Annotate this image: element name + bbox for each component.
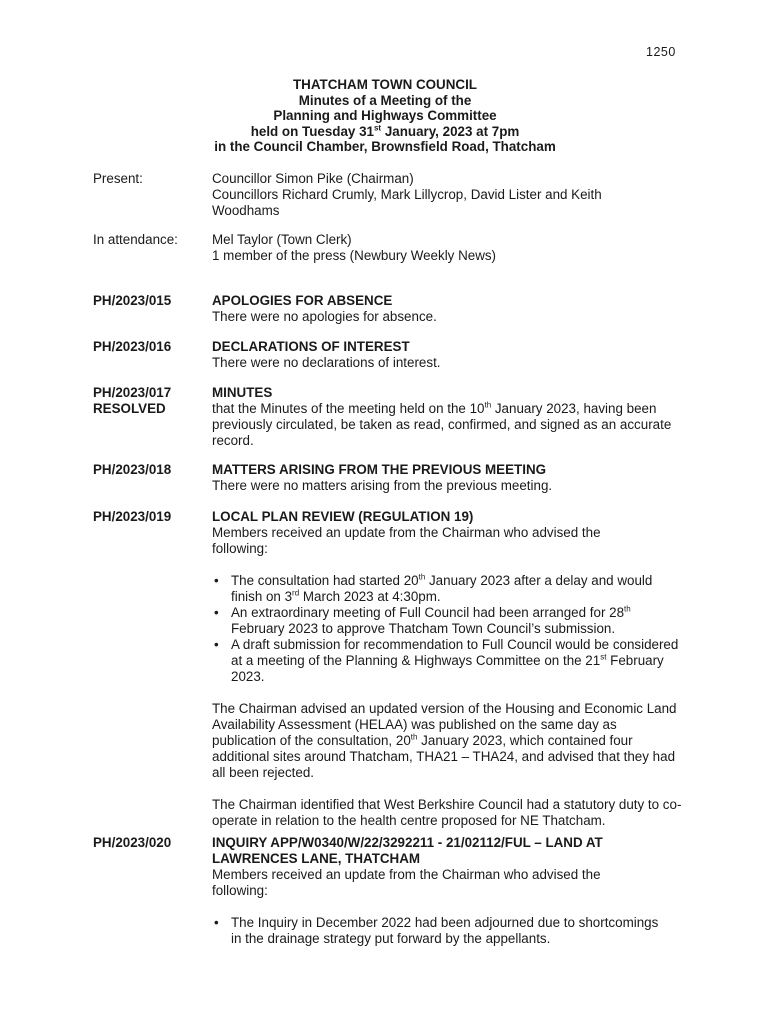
committee-name: Planning and Highways Committee — [273, 108, 497, 123]
item-020 — [212, 835, 682, 947]
resolved-label: RESOLVED — [93, 401, 166, 416]
councillors: Councillors Richard Crumly, Mark Lillycrop, David Lister and Keith Woodhams — [212, 187, 602, 218]
attendance-label: In attendance: — [93, 232, 178, 247]
bullet-list — [212, 915, 682, 947]
present-label: Present: — [93, 171, 143, 186]
chairman: Councillor Simon Pike (Chairman) — [212, 171, 414, 186]
list-item: • An extraordinary meeting of Full Council had been arranged for 28th February 2023 to approve Thatcham Town Council’s submission. — [214, 604, 631, 636]
list-item: • The consultation had started 20th January 2023 after a delay and would finish on 3rd March 2023 at 4:30pm. — [214, 572, 653, 604]
item-intro: Members received an update from the Chairman who advised the following: — [212, 867, 601, 898]
bullet-icon: • — [214, 573, 219, 588]
item-title: LOCAL PLAN REVIEW (REGULATION 19) — [212, 509, 474, 524]
page-number: 1250 — [646, 45, 676, 59]
item-016 — [212, 339, 682, 371]
bullet-icon: • — [214, 637, 219, 652]
item-ref-017: PH/2023/017 RESOLVED — [93, 385, 172, 416]
item-text: There were no declarations of interest. — [212, 355, 441, 370]
item-title: DECLARATIONS OF INTEREST — [212, 339, 410, 354]
item-017 — [212, 385, 682, 449]
item-ref-020: PH/2023/020 — [93, 835, 172, 850]
item-title: APOLOGIES FOR ABSENCE — [212, 293, 393, 308]
item-text: There were no apologies for absence. — [212, 309, 437, 324]
document-header — [0, 77, 770, 155]
item-text: There were no matters arising from the previous meeting. — [212, 478, 553, 493]
council-name: THATCHAM TOWN COUNCIL — [293, 77, 477, 92]
item-intro: Members received an update from the Chairman who advised the following: — [212, 525, 601, 556]
item-paragraph: The Chairman identified that West Berkshire Council had a statutory duty to co-operate in relation to the health centre proposed for NE Thatcham. — [212, 797, 682, 828]
bullet-icon: • — [214, 915, 219, 930]
item-title: INQUIRY APP/W0340/W/22/3292211 - 21/02112/FUL – LAND AT — [212, 835, 603, 850]
present-list — [212, 171, 612, 219]
bullet-list — [212, 573, 682, 685]
item-ref-018: PH/2023/018 — [93, 462, 172, 477]
item-ref-015: PH/2023/015 — [93, 293, 172, 308]
item-title: MATTERS ARISING FROM THE PREVIOUS MEETING — [212, 462, 547, 477]
item-ref-016: PH/2023/016 — [93, 339, 172, 354]
item-018 — [212, 462, 682, 494]
item-019 — [212, 509, 682, 829]
item-ref-019: PH/2023/019 — [93, 509, 172, 524]
item-title-continued: LAWRENCES LANE, THATCHAM — [212, 851, 421, 866]
press-attendance: 1 member of the press (Newbury Weekly News) — [212, 248, 497, 263]
minutes-title: Minutes of a Meeting of the — [298, 92, 472, 108]
list-item: • The Inquiry in December 2022 had been adjourned due to shortcomings in the drainage strategy put forward by the appellants. — [214, 915, 659, 946]
attendance-list — [212, 232, 682, 264]
item-015 — [212, 293, 682, 325]
meeting-date: held on Tuesday 31st January, 2023 at 7pm — [250, 123, 520, 139]
list-item: • A draft submission for recommendation to Full Council would be considered at a meeting of the Planning & Highways Committee on the 21st February 2023. — [214, 637, 679, 684]
meeting-location: in the Council Chamber, Brownsfield Road, Thatcham — [214, 139, 556, 154]
town-clerk: Mel Taylor (Town Clerk) — [212, 232, 352, 247]
item-text: that the Minutes of the meeting held on the 10th January 2023, having been previously circulated, be taken as read, confirmed, and signed as an accurate record. — [212, 400, 672, 448]
item-paragraph: The Chairman advised an updated version of the Housing and Economic Land Availability Assessment (HELAA) was published on the same day as publication of the consultation, 20th January 2023, which contained four additional sites around Thatcham, THA21 – THA24, and advised that they had all been rejected. — [212, 701, 677, 780]
item-title: MINUTES — [212, 385, 273, 400]
bullet-icon: • — [214, 605, 219, 620]
